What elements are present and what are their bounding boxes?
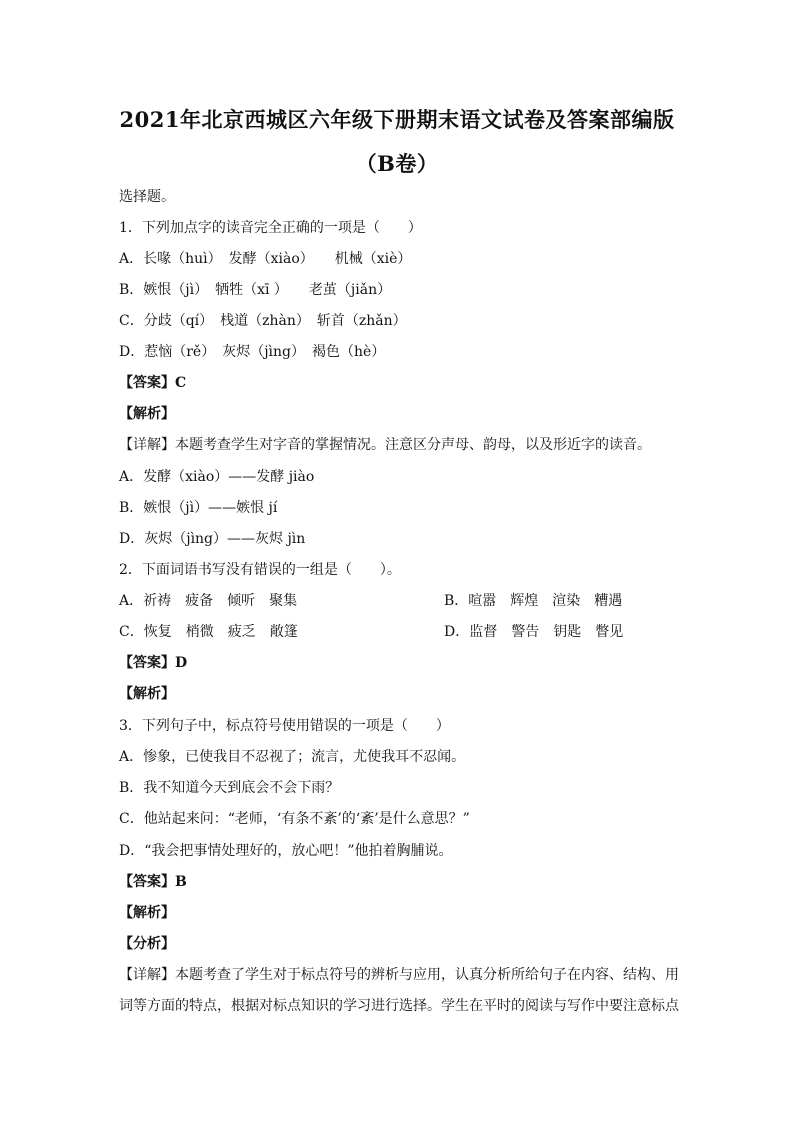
q2-word: 疲备	[185, 593, 214, 609]
q3-option-c: C．他站起来问：“老师，‘有条不紊’的‘紊’是什么意思？”	[119, 811, 470, 827]
q2-word: 监督	[469, 624, 498, 640]
q3-detail-line2: 词等方面的特点，根据对标点知识的学习进行选择。学生在平时的阅读与写作中要注意标点	[119, 998, 679, 1014]
q2-analysis: 【解析】	[119, 686, 175, 702]
q3-answer: 【答案】B	[119, 874, 187, 890]
q3-stem: 3．下列句子中，标点符号使用错误的一项是（ ）	[119, 718, 450, 734]
q3-option-a: A．惨象，已使我目不忍视了；流言，尤使我耳不忍闻。	[119, 749, 466, 765]
q1-correction-a: A．发酵（xiào）——发酵 jiào	[119, 469, 315, 485]
q2-word: 辉煌	[510, 593, 539, 609]
q2-option-a-label: A．	[119, 593, 144, 609]
q2-word: 喧嚣	[468, 593, 497, 609]
q3-detail-line1: 【详解】本题考查了学生对于标点符号的辨析与应用，认真分析所给句子在内容、结构、用	[119, 967, 679, 983]
q1-analysis: 【解析】	[119, 406, 175, 422]
q2-word: 敞篷	[269, 624, 298, 640]
q1-option-a: A．长喙（huì） 发酵（xiào） 机械（xiè）	[119, 251, 412, 267]
section-heading: 选择题。	[119, 189, 175, 205]
q2-option-b	[444, 592, 636, 610]
q2-word: 聚集	[269, 593, 298, 609]
q2-stem: 2．下面词语书写没有错误的一组是（ ）。	[119, 562, 401, 578]
q2-answer: 【答案】D	[119, 655, 188, 671]
q2-word: 瞥见	[595, 624, 624, 640]
q2-option-d-label: D．	[444, 624, 470, 640]
document-subtitle: （B卷）	[355, 151, 439, 176]
q2-word: 恢复	[143, 624, 172, 640]
q1-detail: 【详解】本题考查学生对字音的掌握情况。注意区分声母、韵母，以及形近字的读音。	[119, 437, 651, 453]
q2-word: 糟遇	[594, 593, 623, 609]
q2-option-d	[444, 623, 637, 641]
q1-option-c: C．分歧（qí） 栈道（zhàn） 斩首（zhǎn）	[119, 313, 407, 329]
q1-option-b: B．嫉恨（jì） 牺牲（xī ） 老茧（jiǎn）	[119, 282, 392, 298]
q2-word: 疲乏	[227, 624, 256, 640]
q2-option-c-label: C．	[119, 624, 144, 640]
q3-option-b: B．我不知道今天到底会不会下雨？	[119, 780, 340, 796]
q2-word: 祈祷	[143, 593, 172, 609]
q1-correction-d: D．灰烬（jìng）——灰烬 jìn	[119, 531, 306, 547]
q1-answer: 【答案】C	[119, 375, 187, 391]
q1-option-d: D．惹恼（rě） 灰烬（jìng） 褐色（hè）	[119, 344, 386, 360]
document-title: 2021年北京西城区六年级下册期末语文试卷及答案部编版	[119, 107, 675, 132]
q1-correction-b: B．嫉恨（jì）——嫉恨 jí	[119, 500, 278, 516]
q3-fenxi: 【分析】	[119, 936, 175, 952]
q3-analysis: 【解析】	[119, 905, 175, 921]
q2-word: 倾听	[227, 593, 256, 609]
q2-option-b-label: B．	[444, 593, 469, 609]
q3-option-d: D．“我会把事情处理好的，放心吧！”他拍着胸脯说。	[119, 843, 453, 859]
q2-word: 钥匙	[553, 624, 582, 640]
q2-word: 渲染	[552, 593, 581, 609]
q2-word: 梢微	[185, 624, 214, 640]
q2-word: 警告	[511, 624, 540, 640]
q2-option-c	[119, 623, 312, 641]
q1-stem: 1．下列加点字的读音完全正确的一项是（ ）	[119, 220, 422, 236]
q2-option-a	[119, 592, 311, 610]
